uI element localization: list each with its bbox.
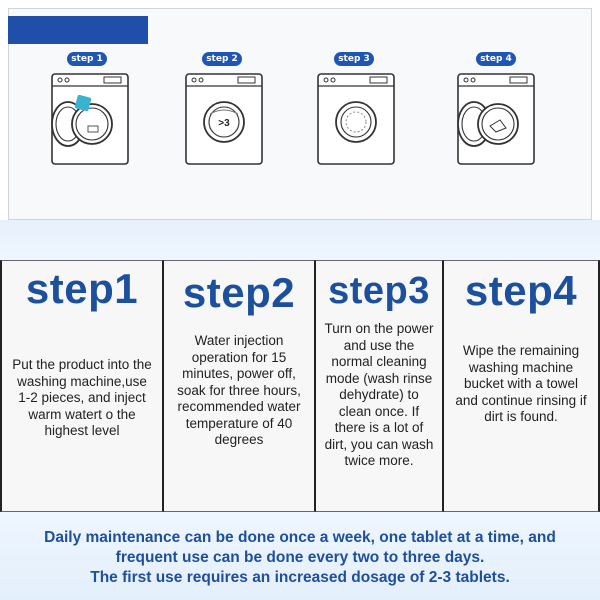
badge-3-label: >3 [218, 118, 230, 129]
section-gap [0, 220, 600, 260]
step-2-pill: step 2 [202, 52, 242, 66]
footer-line-2: frequent use can be done every two to three days. [115, 549, 485, 566]
footer-line-3: The first use requires an increased dosage of 2-3 tablets. [90, 569, 510, 586]
step-1-column [0, 260, 164, 512]
step-4-text: Wipe the remaining washing machine bucket with a towel and continue rinsing if dirt is found. [455, 343, 587, 424]
footer-line-1: Daily maintenance can be done once a week, one tablet at a time, and [44, 529, 556, 546]
brand-bar [8, 16, 148, 44]
washing-machine-step2-illustration [182, 70, 264, 168]
step-4-pill: step 4 [476, 52, 516, 66]
washing-machine-step3-illustration [314, 70, 396, 168]
step-2-title: step2 [182, 269, 296, 316]
step-1-text: Put the product into the washing machine,use 1-2 pieces, and inject warm watert o the highest level [12, 357, 152, 438]
step-1-pill: step 1 [67, 52, 107, 66]
washing-machine-step1-illustration [48, 70, 130, 168]
washing-machine-step4-illustration [454, 70, 536, 168]
step-4-column [444, 260, 600, 512]
step-1-title: step1 [25, 265, 139, 312]
step-3-column [316, 260, 444, 512]
step-3-text: Turn on the power and use the normal cleaning mode (wash rinse dehydrate) to clean once. If there is a lot of dirt, you can wash twice more. [324, 321, 434, 468]
step-4-title: step4 [464, 267, 578, 314]
step-3-title: step3 [328, 270, 430, 312]
steps-table [0, 260, 600, 512]
step-3-pill: step 3 [334, 52, 374, 66]
step-2-text: Water injection operation for 15 minutes, power off, soak for three hours, recommended water temperature of 40 degrees [177, 333, 301, 447]
step-2-column [164, 260, 316, 512]
footer-note [0, 512, 600, 600]
